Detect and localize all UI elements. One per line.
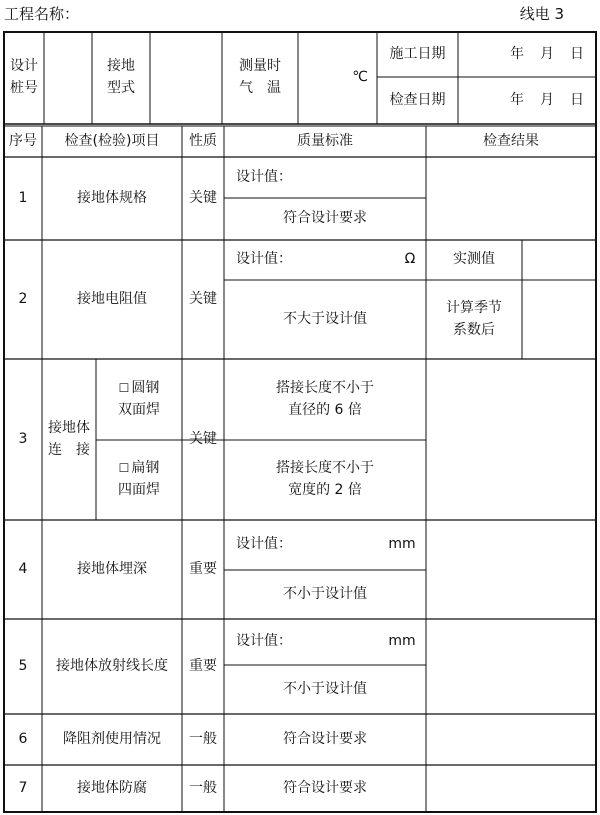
row-3-standard-flat: 搭接长度不小于 宽度的 2 倍 <box>276 460 374 498</box>
row-1-standard: 符合设计要求 <box>283 210 367 227</box>
row-7-standard: 符合设计要求 <box>283 779 367 796</box>
row-1-design-value: 设计值： <box>236 168 292 185</box>
row-2-season-value[interactable] <box>522 280 596 359</box>
row-5-no: 5 <box>18 657 28 674</box>
row-5-standard: 不小于设计值 <box>283 680 367 697</box>
row-1-nature: 关键 <box>189 189 217 206</box>
row-3-nature: 关键 <box>189 430 217 447</box>
row-2-season-label: 计算季节 系数后 <box>446 299 502 338</box>
row-3-standard-round: 搭接长度不小于 直径的 6 倍 <box>276 379 374 418</box>
row-2-standard: 不大于设计值 <box>283 310 367 327</box>
inspection-date-value[interactable]: 年 月 日 <box>510 91 584 108</box>
measure-weather-label: 测量时 气 温 <box>239 58 281 96</box>
row-3-flat-steel[interactable]: ☐ 扁钢 四面焊 <box>118 460 160 498</box>
inspection-date-label: 检查日期 <box>389 91 446 108</box>
construction-date-value[interactable]: 年 月 日 <box>510 45 584 62</box>
flat-steel-checkbox[interactable]: ☐ <box>118 461 130 476</box>
column-header-no: 序号 <box>9 132 37 149</box>
row-2-nature: 关键 <box>189 290 217 307</box>
row-7-result[interactable] <box>426 765 596 812</box>
row-7-nature: 一般 <box>189 779 217 796</box>
row-2-unit: Ω <box>404 251 416 268</box>
row-4-design-value: 设计值： <box>236 536 292 553</box>
ground-type-label: 接地 型式 <box>107 58 135 96</box>
row-4-standard: 不小于设计值 <box>283 585 367 602</box>
temperature-unit: ℃ <box>352 69 368 86</box>
row-5-unit: mm <box>388 633 416 650</box>
column-header-item: 检查(检验)项目 <box>64 132 160 149</box>
row-5-result[interactable] <box>426 619 596 714</box>
row-5-nature: 重要 <box>189 657 217 674</box>
ground-type-value[interactable] <box>150 32 222 124</box>
column-header-result: 检查结果 <box>483 132 539 149</box>
row-6-item: 降阻剂使用情况 <box>63 730 161 747</box>
column-header-standard: 质量标准 <box>297 132 353 149</box>
row-6-result[interactable] <box>426 714 596 765</box>
row-6-standard: 符合设计要求 <box>283 730 367 747</box>
row-2-measured-label: 实测值 <box>453 251 495 268</box>
row-7-no: 7 <box>18 779 28 796</box>
project-name-label: 工程名称： <box>4 5 80 23</box>
row-4-nature: 重要 <box>189 560 217 577</box>
row-5-item: 接地体放射线长度 <box>56 657 168 674</box>
row-1-item: 接地体规格 <box>77 189 147 206</box>
row-4-unit: mm <box>388 536 416 553</box>
row-2-item: 接地电阻值 <box>77 290 147 307</box>
row-4-no: 4 <box>18 560 28 577</box>
round-steel-checkbox[interactable]: ☐ <box>118 380 130 395</box>
row-1-result[interactable] <box>426 157 596 240</box>
row-2-no: 2 <box>18 290 28 307</box>
column-header-nature: 性质 <box>189 132 217 149</box>
row-1-no: 1 <box>18 189 28 206</box>
row-3-round-steel[interactable]: ☐ 圆钢 双面焊 <box>118 379 160 418</box>
row-4-result[interactable] <box>426 520 596 619</box>
construction-date-label: 施工日期 <box>389 45 446 62</box>
row-7-item: 接地体防腐 <box>77 779 147 796</box>
row-3-no: 3 <box>18 430 28 447</box>
form-code: 线电 3 <box>519 5 564 23</box>
row-3-result[interactable] <box>426 359 596 520</box>
design-pile-label: 设计 桩号 <box>10 58 38 96</box>
row-6-nature: 一般 <box>189 730 217 747</box>
design-pile-value[interactable] <box>44 32 92 124</box>
row-2-measured-value[interactable] <box>522 240 596 280</box>
row-5-design-value: 设计值： <box>236 633 292 650</box>
row-4-item: 接地体埋深 <box>77 560 147 577</box>
row-6-no: 6 <box>18 730 28 747</box>
row-2-design-value: 设计值： <box>236 251 292 268</box>
row-3-item: 接地体 连 接 <box>48 419 90 458</box>
